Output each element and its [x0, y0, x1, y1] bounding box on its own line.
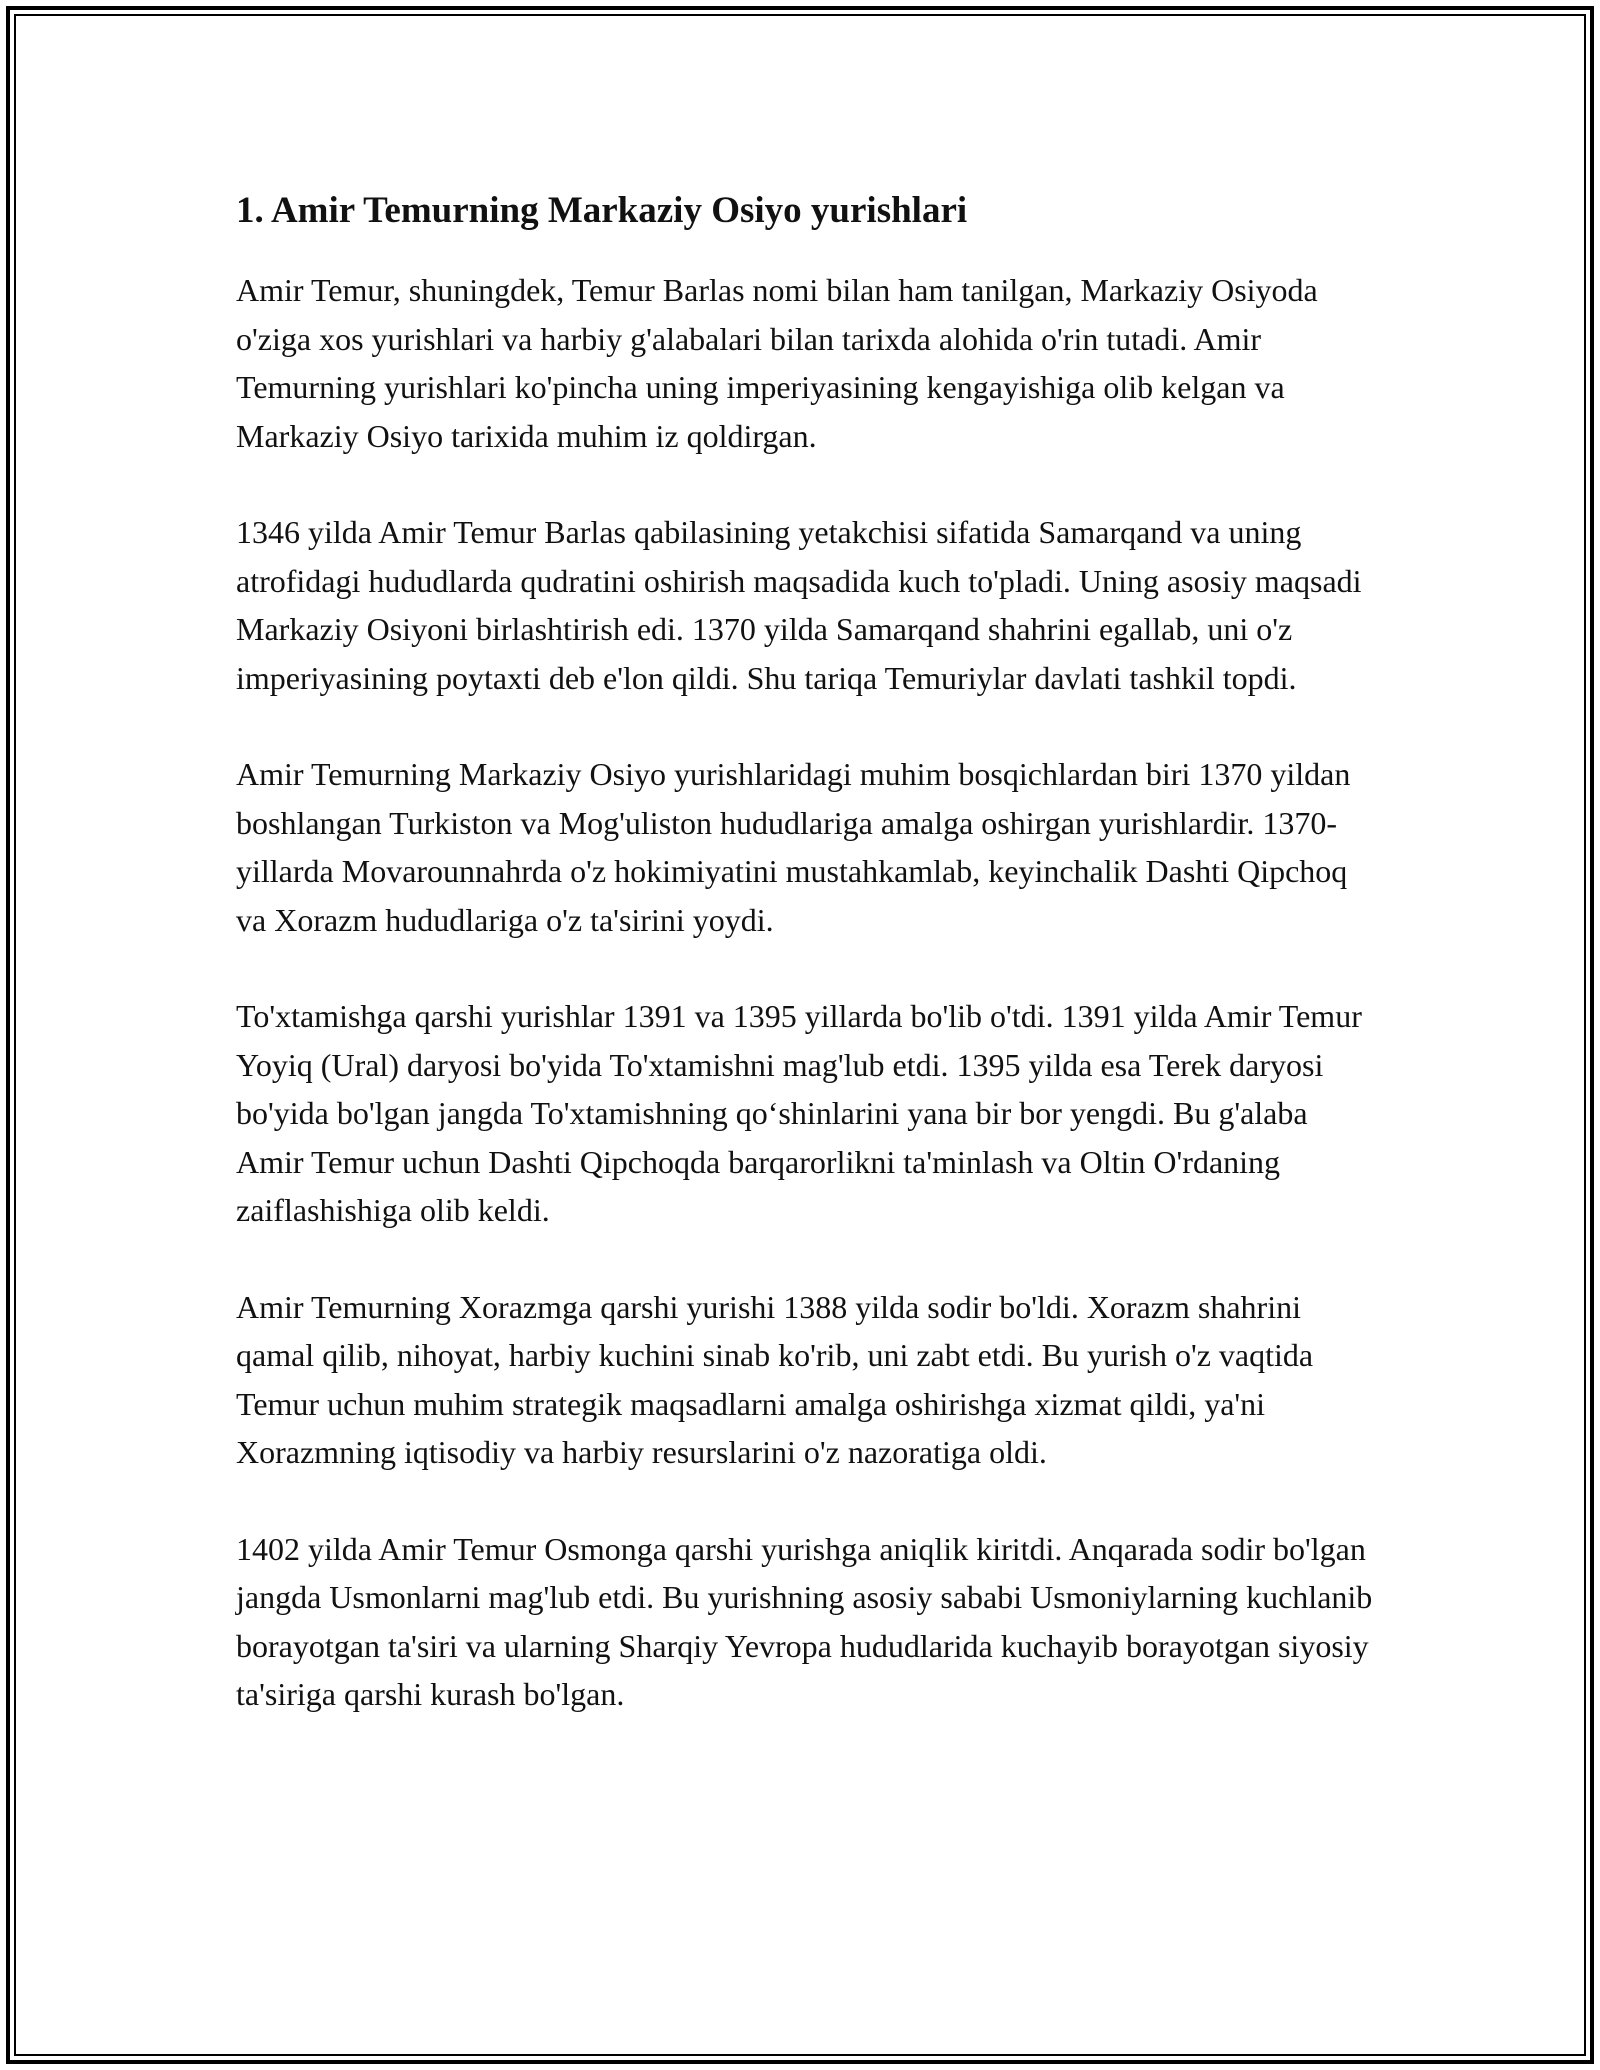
paragraph-1: Amir Temur, shuningdek, Temur Barlas nomi bilan ham tanilgan, Markaziy Osiyoda o'ziga xos yurishlari va harbiy g'alabalari bilan tarixda alohida o'rin tutadi. Amir Temurning yurishlari ko'pincha uning imperiyasining kengayishiga olib kelgan va Markaziy Osiyo tarixida muhim iz qoldirgan. — [236, 272, 1318, 454]
document-body — [236, 186, 1376, 1719]
paragraph-2: 1346 yilda Amir Temur Barlas qabilasining yetakchisi sifatida Samarqand va uning atrofidagi hududlarda qudratini oshirish maqsadida kuch to'pladi. Uning asosiy maqsadi Markaziy Osiyoni birlashtirish edi. 1370 yilda Samarqand shahrini egallab, uni o'z imperiyasining poytaxti deb e'lon qildi. Shu tariqa Temuriylar davlati tashkil topdi. — [236, 514, 1362, 696]
paragraph-4: To'xtamishga qarshi yurishlar 1391 va 1395 yillarda bo'lib o'tdi. 1391 yilda Amir Temur Yoyiq (Ural) daryosi bo'yida To'xtamishni mag'lub etdi. 1395 yilda esa Terek daryosi bo'yida bo'lgan jangda To'xtamishning qo‘shinlarini yana bir bor yengdi. Bu g'alaba Amir Temur uchun Dashti Qipchoqda barqarorlikni ta'minlash va Oltin O'rdaning zaiflashishiga olib keldi. — [236, 998, 1362, 1228]
paragraph-6: 1402 yilda Amir Temur Osmonga qarshi yurishga aniqlik kiritdi. Anqarada sodir bo'lgan jangda Usmonlarni mag'lub etdi. Bu yurishning asosiy sababi Usmoniylarning kuchlanib borayotgan ta'siri va ularning Sharqiy Yevropa hududlarida kuchayib borayotgan siyosiy ta'siriga qarshi kurash bo'lgan. — [236, 1530, 1373, 1712]
section-title: 1. Amir Temurning Markaziy Osiyo yurishlari — [236, 190, 968, 231]
paragraph-3: Amir Temurning Markaziy Osiyo yurishlaridagi muhim bosqichlardan biri 1370 yildan boshlangan Turkiston va Mog'uliston hududlariga amalga oshirgan yurishlardir. 1370-yillarda Movarounnahrda o'z hokimiyatini mustahkamlab, keyinchalik Dashti Qipchoq va Xorazm hududlariga o'z ta'sirini yoydi. — [236, 756, 1351, 938]
paragraph-5: Amir Temurning Xorazmga qarshi yurishi 1388 yilda sodir bo'ldi. Xorazm shahrini qamal qilib, nihoyat, harbiy kuchini sinab ko'rib, uni zabt etdi. Bu yurish o'z vaqtida Temur uchun muhim strategik maqsadlarni amalga oshirishga xizmat qildi, ya'ni Xorazmning iqtisodiy va harbiy resurslarini o'z nazoratiga oldi. — [236, 1288, 1314, 1470]
